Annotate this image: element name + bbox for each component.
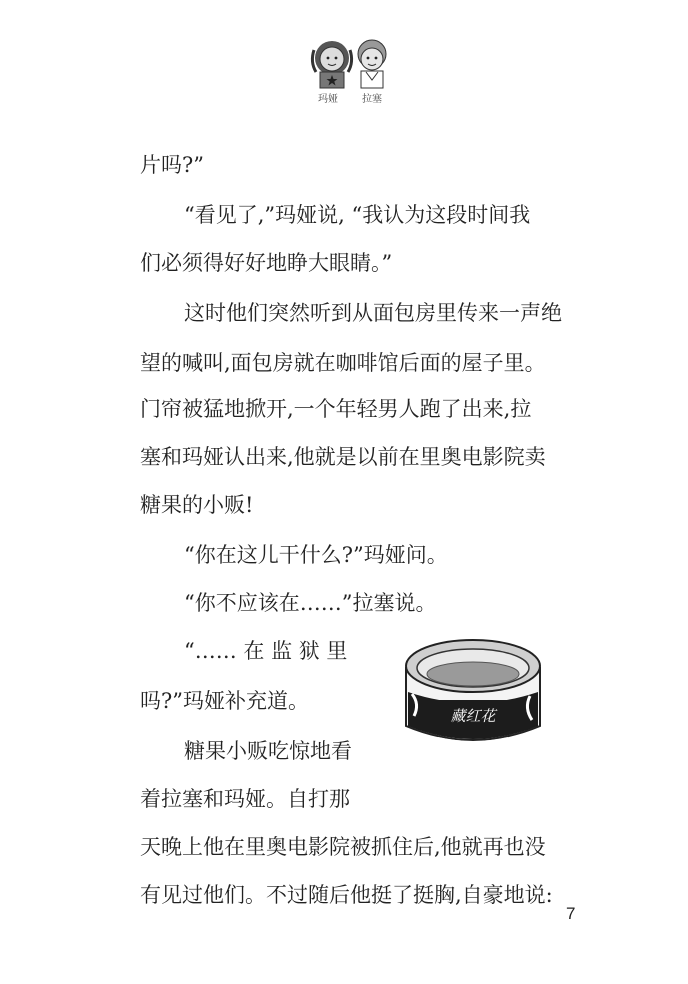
character-portraits-icon xyxy=(300,28,400,90)
text-line: 这时他们突然听到从面包房里传来一声绝 xyxy=(184,301,562,325)
text-line: 糖果的小贩! xyxy=(140,493,254,517)
text-line: “…… 在 监 狱 里 xyxy=(184,639,348,663)
text-line: 糖果小贩吃惊地看 xyxy=(184,739,352,763)
text-line: 塞和玛娅认出来,他就是以前在里奥电影院卖 xyxy=(140,445,546,469)
text-line: 吗?”玛娅补充道。 xyxy=(140,689,309,713)
saffron-tin-illustration xyxy=(398,630,548,752)
text-line: 有见过他们。不过随后他挺了挺胸,自豪地说: xyxy=(140,883,553,907)
tin-label: 藏红花 xyxy=(450,707,496,725)
text-line: “你在这儿干什么?”玛娅问。 xyxy=(184,543,448,567)
text-line: “看见了,”玛娅说, “我认为这段时间我 xyxy=(184,203,531,227)
header-name-lasse: 拉塞 xyxy=(362,94,382,105)
text-line: 们必须得好好地睁大眼睛。” xyxy=(140,251,393,275)
header-name-maya: 玛娅 xyxy=(318,94,338,105)
text-line: 门帘被猛地掀开,一个年轻男人跑了出来,拉 xyxy=(140,397,532,421)
header-characters xyxy=(300,28,400,108)
text-line: 望的喊叫,面包房就在咖啡馆后面的屋子里。 xyxy=(140,351,546,375)
page-number: 7 xyxy=(566,904,576,923)
text-line: 着拉塞和玛娅。自打那 xyxy=(140,787,350,811)
text-line: 片吗?” xyxy=(140,153,204,177)
text-line: “你不应该在……”拉塞说。 xyxy=(184,591,437,615)
text-line: 天晚上他在里奥电影院被抓住后,他就再也没 xyxy=(140,835,546,859)
